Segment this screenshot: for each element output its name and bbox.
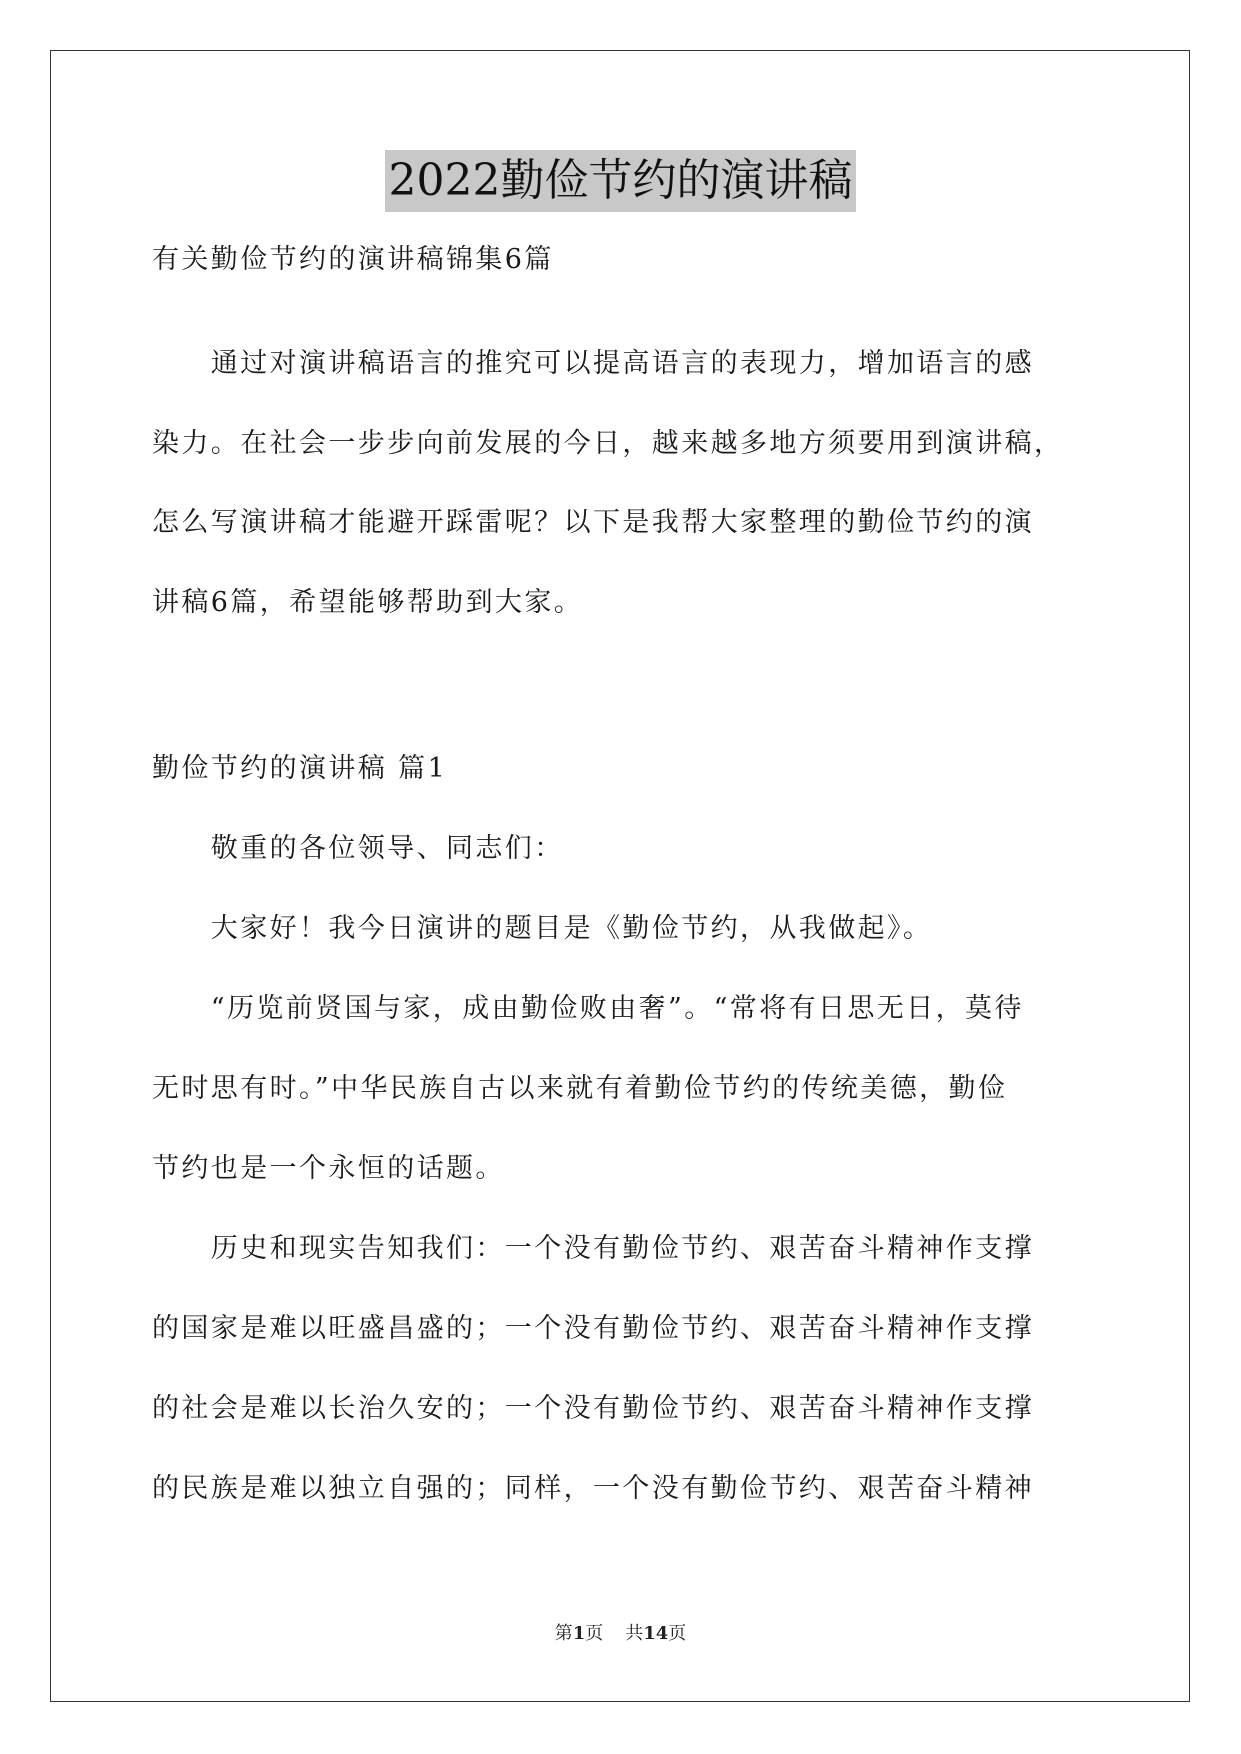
paragraph-line: 大家好！我今日演讲的题目是《勤俭节约，从我做起》。 [152, 913, 933, 944]
paragraph-line: 的民族是难以独立自强的；同样，一个没有勤俭节约、艰苦奋斗精神 [152, 1473, 1034, 1504]
document-title: 2022勤俭节约的演讲稿 [385, 150, 857, 212]
paragraph-line: 怎么写演讲稿才能避开踩雷呢？以下是我帮大家整理的勤俭节约的演 [152, 507, 1034, 538]
page-suffix: 页 [585, 1623, 604, 1644]
total-pages: 14 [643, 1623, 669, 1644]
paragraph-line: 敬重的各位领导、同志们： [152, 833, 564, 864]
paragraph-line: 无时思有时。”中华民族自古以来就有着勤俭节约的传统美德，勤俭 [152, 1073, 1008, 1104]
paragraph-line: 的国家是难以旺盛昌盛的；一个没有勤俭节约、艰苦奋斗精神作支撑 [152, 1313, 1034, 1344]
total-prefix: 共 [625, 1623, 644, 1644]
paragraph-line: 染力。在社会一步步向前发展的今日，越来越多地方须要用到演讲稿， [152, 428, 1064, 459]
section-heading: 勤俭节约的演讲稿 篇1 [152, 753, 448, 784]
subtitle-line: 有关勤俭节约的演讲稿锦集6篇 [152, 244, 554, 275]
paragraph-line: 节约也是一个永恒的话题。 [152, 1153, 505, 1184]
paragraph-line: “历览前贤国与家，成由勤俭败由奢”。“常将有日思无日，莫待 [152, 993, 1024, 1024]
page-border [50, 50, 1190, 1702]
paragraph-line: 通过对演讲稿语言的推究可以提高语言的表现力，增加语言的感 [152, 348, 1034, 379]
paragraph-line: 讲稿6篇，希望能够帮助到大家。 [152, 587, 584, 618]
page-prefix: 第 [554, 1623, 573, 1644]
paragraph-line: 的社会是难以长治久安的；一个没有勤俭节约、艰苦奋斗精神作支撑 [152, 1393, 1034, 1424]
page-number: 1 [572, 1623, 586, 1644]
paragraph-line: 历史和现实告知我们：一个没有勤俭节约、艰苦奋斗精神作支撑 [152, 1233, 1034, 1264]
title-wrap [0, 150, 1241, 212]
total-suffix: 页 [668, 1623, 687, 1644]
page-footer [0, 1621, 1241, 1647]
